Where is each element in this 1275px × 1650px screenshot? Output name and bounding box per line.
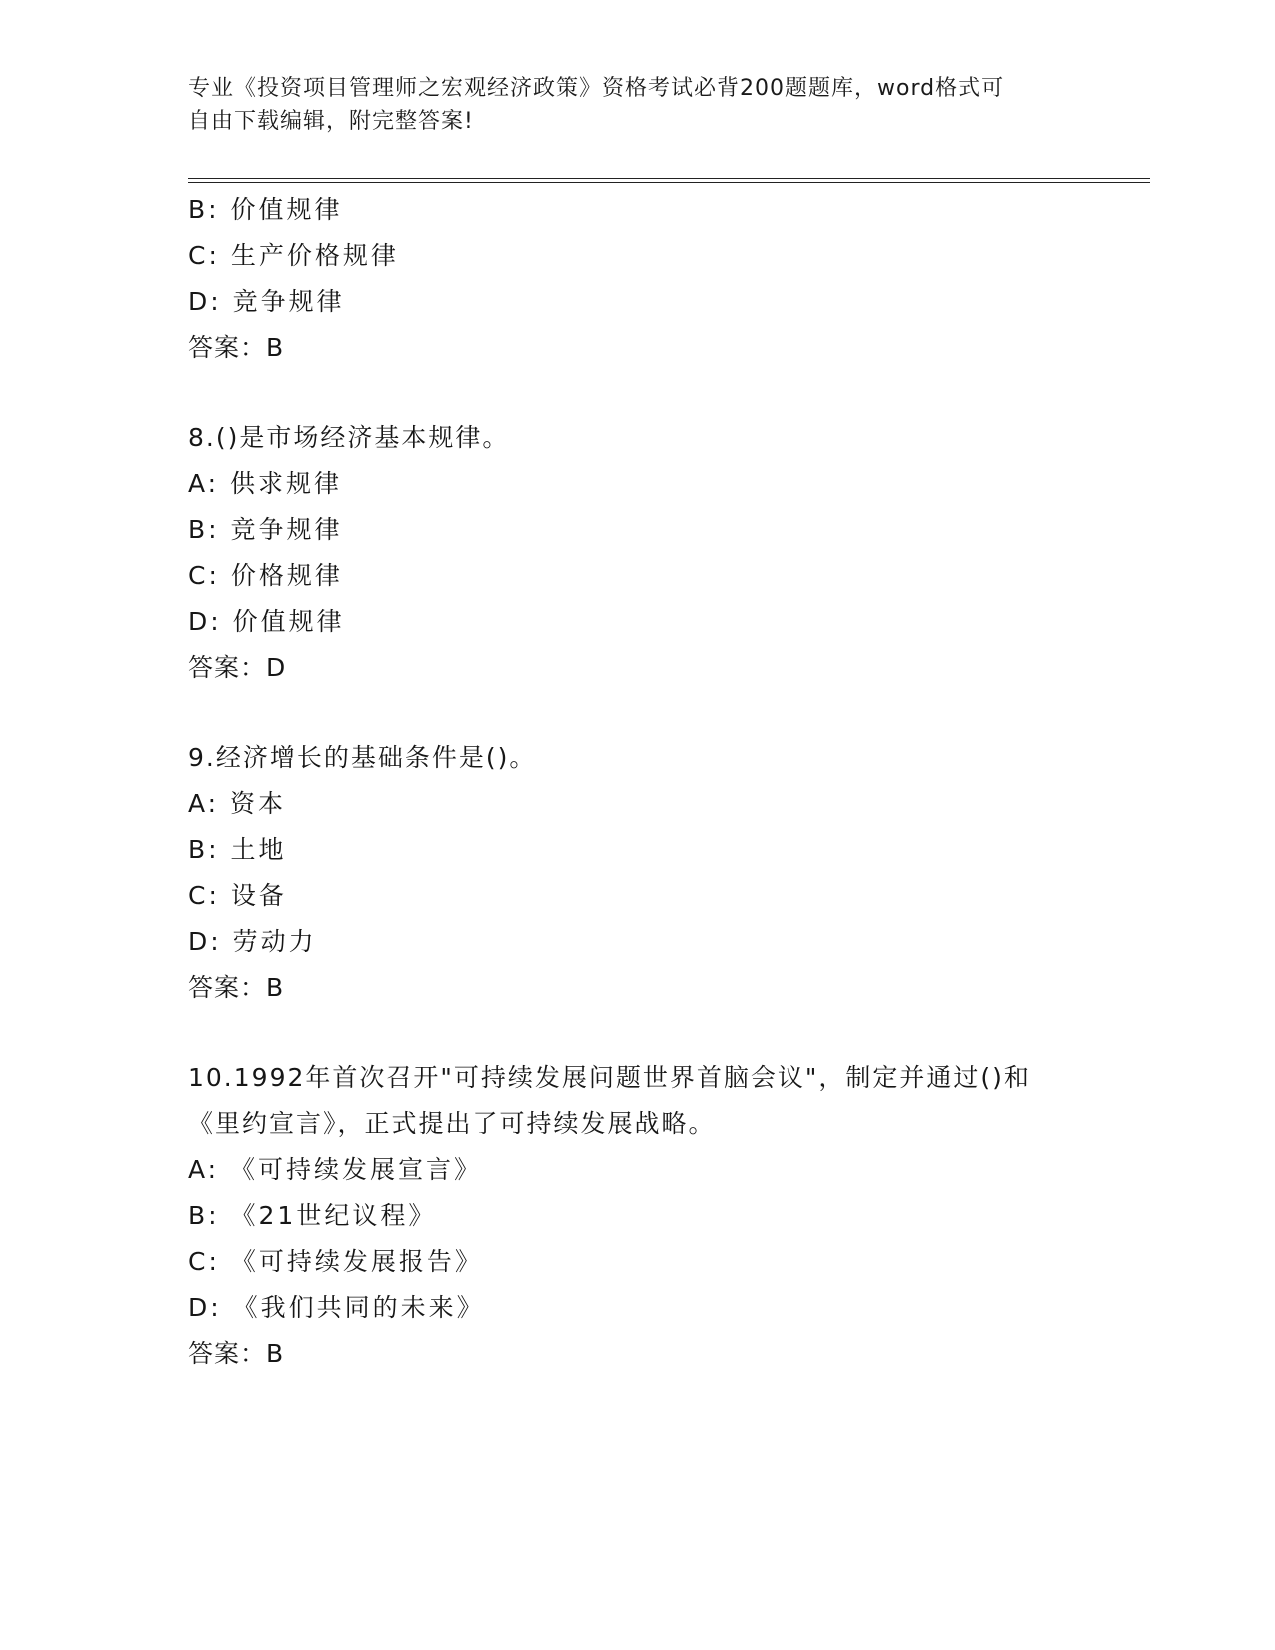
option-a: A: 资本 xyxy=(188,789,287,818)
question-10 xyxy=(188,1055,1108,1377)
option-a: A: 《可持续发展宣言》 xyxy=(188,1155,483,1184)
header-line-1: 专业《投资项目管理师之宏观经济政策》资格考试必背200题题库，word格式可 xyxy=(188,76,1005,101)
question-9 xyxy=(188,735,1108,1011)
header-divider-bottom xyxy=(188,182,1150,183)
answer: 答案：B xyxy=(188,333,285,362)
answer: 答案：B xyxy=(188,1339,285,1368)
option-d: D: 价值规律 xyxy=(188,607,345,636)
question-stem-line-1: 10.1992年首次召开"可持续发展问题世界首脑会议"，制定并通过()和 xyxy=(188,1063,1031,1092)
option-c: C: 生产价格规律 xyxy=(188,241,399,270)
document-header xyxy=(188,72,1068,138)
answer: 答案：D xyxy=(188,653,287,682)
answer: 答案：B xyxy=(188,973,285,1002)
question-7-continued xyxy=(188,187,1108,371)
question-stem: 9.经济增长的基础条件是()。 xyxy=(188,743,537,772)
option-b: B: 《21世纪议程》 xyxy=(188,1201,437,1230)
option-b: B: 价值规律 xyxy=(188,195,343,224)
header-line-2: 自由下载编辑，附完整答案! xyxy=(188,109,474,134)
option-b: B: 竞争规律 xyxy=(188,515,343,544)
option-b: B: 土地 xyxy=(188,835,287,864)
option-c: C: 设备 xyxy=(188,881,287,910)
question-8 xyxy=(188,415,1108,691)
option-c: C: 价格规律 xyxy=(188,561,343,590)
option-d: D: 劳动力 xyxy=(188,927,317,956)
option-a: A: 供求规律 xyxy=(188,469,343,498)
question-stem-line-2: 《里约宣言》，正式提出了可持续发展战略。 xyxy=(188,1109,716,1138)
question-stem: 8.()是市场经济基本规律。 xyxy=(188,423,510,452)
option-d: D: 竞争规律 xyxy=(188,287,345,316)
header-divider-top xyxy=(188,178,1150,179)
option-d: D: 《我们共同的未来》 xyxy=(188,1293,485,1322)
question-list xyxy=(188,187,1108,1421)
option-c: C: 《可持续发展报告》 xyxy=(188,1247,483,1276)
